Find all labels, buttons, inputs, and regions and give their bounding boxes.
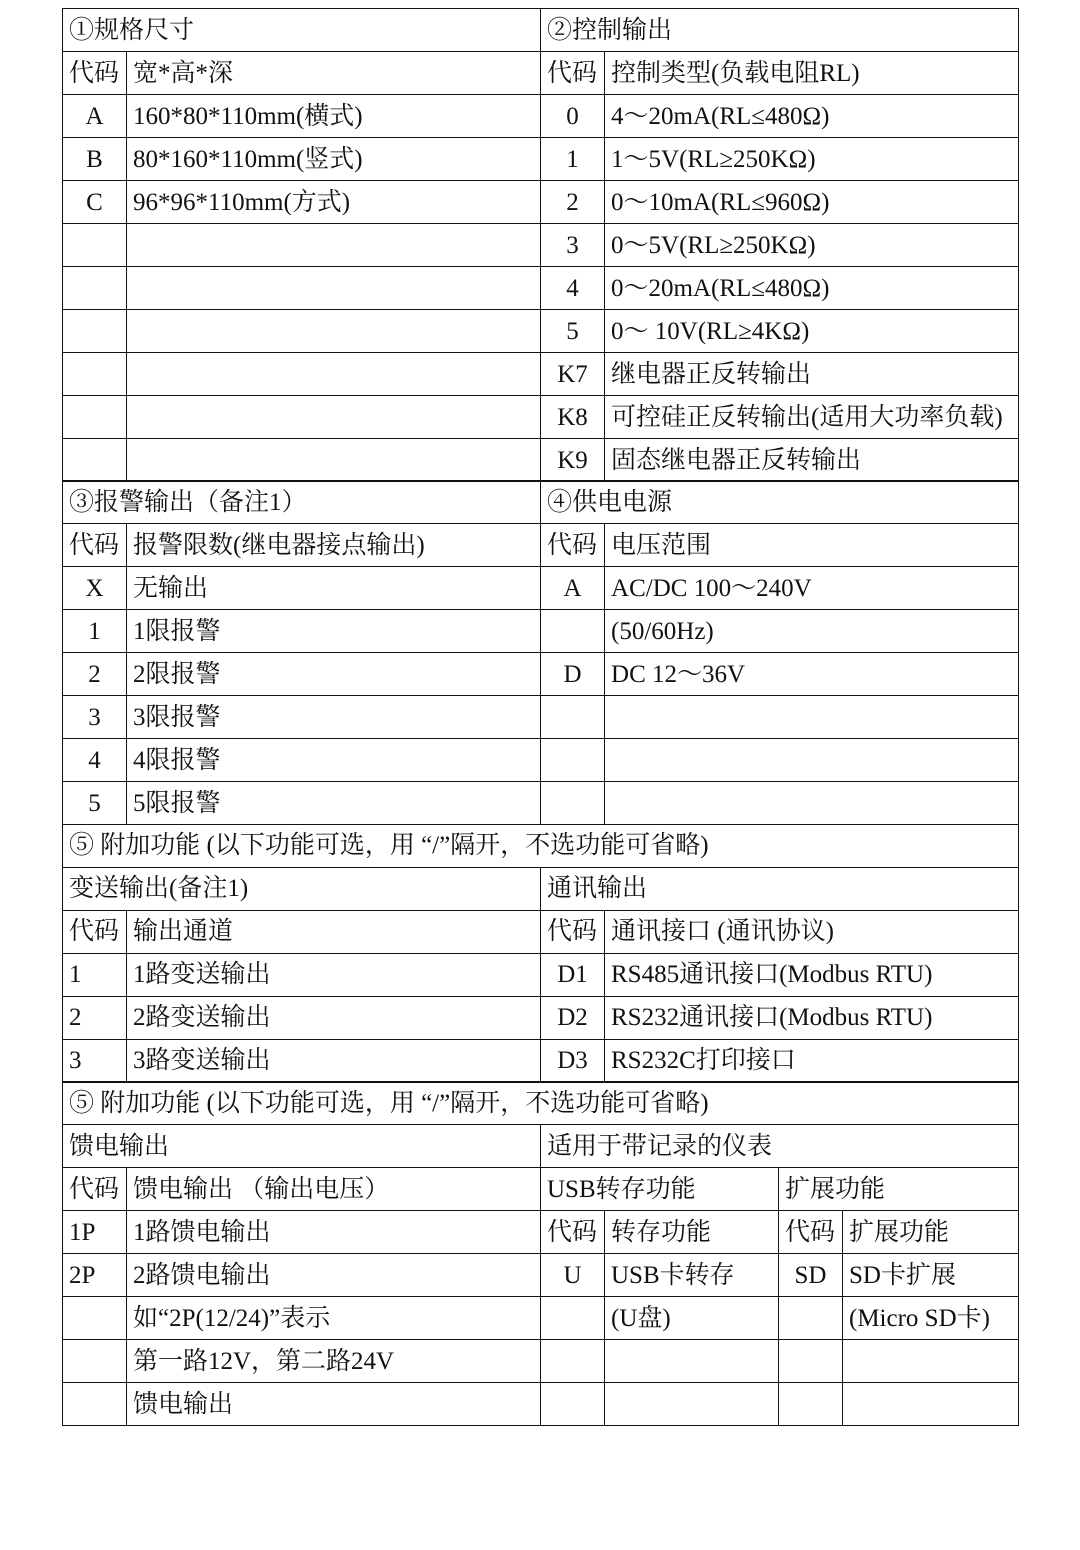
section-5a-right-row-code: D1 (541, 953, 605, 996)
section-1-row-desc: 80*160*110mm(竖式) (127, 138, 541, 181)
table-row (63, 910, 1019, 953)
table-row (63, 653, 1019, 696)
section-3-row-desc: 无输出 (127, 567, 541, 610)
section-2-row-desc: 0～5V(RL≥250KΩ) (605, 224, 1019, 267)
spacer-cell (127, 310, 541, 353)
section-3-col-desc: 报警限数(继电器接点输出) (127, 524, 541, 567)
section-2-row-code: 5 (541, 310, 605, 353)
table-row (63, 396, 1019, 439)
section-2-row-code: 1 (541, 138, 605, 181)
section-1-title: ①规格尺寸 (63, 9, 541, 52)
section-5a-left-row-desc: 3路变送输出 (127, 1039, 541, 1082)
spacer-cell (127, 267, 541, 310)
section-5b-left-row-desc: 1路馈电输出 (127, 1211, 541, 1254)
spacer-cell (541, 1383, 605, 1426)
section-4-row-code (541, 610, 605, 653)
table-row (63, 524, 1019, 567)
section-5b-usb-title: USB转存功能 (541, 1168, 779, 1211)
section-2-row-code: K8 (541, 396, 605, 439)
spacer-cell (63, 267, 127, 310)
section-3-row-desc: 1限报警 (127, 610, 541, 653)
section-5a-right-col-desc: 通讯接口 (通讯协议) (605, 910, 1019, 953)
section-5b-ext-col-code: 代码 (779, 1211, 843, 1254)
section-5b-left-row-code: 2P (63, 1254, 127, 1297)
table-row (63, 1297, 1019, 1340)
section-3-row-desc: 3限报警 (127, 696, 541, 739)
section-5b-left-title: 馈电输出 (63, 1125, 541, 1168)
section-1-row-desc: 96*96*110mm(方式) (127, 181, 541, 224)
section-4-row-code: D (541, 653, 605, 696)
section-5a-right-row-desc: RS232C打印接口 (605, 1039, 1019, 1082)
spacer-cell (779, 1383, 843, 1426)
table-row (63, 996, 1019, 1039)
section-5b-left-col-code: 代码 (63, 1168, 127, 1211)
section-2-row-code: K7 (541, 353, 605, 396)
section-5b-ext-row-line2: (Micro SD卡) (843, 1297, 1019, 1340)
spacer-cell (63, 1340, 127, 1383)
section-3-row-desc: 4限报警 (127, 739, 541, 782)
spacer-cell (63, 310, 127, 353)
table-row (63, 224, 1019, 267)
spacer-cell (843, 1340, 1019, 1383)
section-3-row-code: 2 (63, 653, 127, 696)
section-5b-ext-row-line1: SD卡扩展 (843, 1254, 1019, 1297)
spacer-cell (605, 739, 1019, 782)
section-2-row-desc: 0～10mA(RL≤960Ω) (605, 181, 1019, 224)
section-3-row-desc: 5限报警 (127, 782, 541, 825)
section-5b-left-note-1: 如“2P(12/24)”表示 (127, 1297, 541, 1340)
section-5a-left-row-code: 1 (63, 953, 127, 996)
table-row (63, 867, 1019, 910)
section-2-row-desc: 4～20mA(RL≤480Ω) (605, 95, 1019, 138)
section-5b-ext-col-desc: 扩展功能 (843, 1211, 1019, 1254)
table-row (63, 181, 1019, 224)
section-3-row-code: 4 (63, 739, 127, 782)
section-1-row-code: A (63, 95, 127, 138)
section-1-row-code: B (63, 138, 127, 181)
section-5b-usb-row-line2: (U盘) (605, 1297, 779, 1340)
spacer-cell (63, 1297, 127, 1340)
table-section-5-a (62, 824, 1019, 1083)
spacer-cell (63, 396, 127, 439)
table-row (63, 1039, 1019, 1082)
section-2-row-code: 2 (541, 181, 605, 224)
section-5a-right-col-code: 代码 (541, 910, 605, 953)
table-section-5-b (62, 1081, 1019, 1426)
section-5a-right-title: 通讯输出 (541, 867, 1019, 910)
table-row (63, 1383, 1019, 1426)
section-4-row-desc: (50/60Hz) (605, 610, 1019, 653)
table-row (63, 52, 1019, 95)
section-3-title: ③报警输出（备注1） (63, 481, 541, 524)
section-2-row-desc: 固态继电器正反转输出 (605, 439, 1019, 482)
table-row (63, 1211, 1019, 1254)
section-2-row-code: 0 (541, 95, 605, 138)
table-row (63, 1254, 1019, 1297)
section-4-row-desc: AC/DC 100～240V (605, 567, 1019, 610)
spacer-cell (541, 696, 605, 739)
section-5a-left-row-code: 2 (63, 996, 127, 1039)
section-5b-right-title: 适用于带记录的仪表 (541, 1125, 1019, 1168)
table-row (63, 353, 1019, 396)
spacer-cell (779, 1297, 843, 1340)
section-2-row-desc: 0～ 10V(RL≥4KΩ) (605, 310, 1019, 353)
section-5a-right-row-code: D3 (541, 1039, 605, 1082)
table-row (63, 782, 1019, 825)
spacer-cell (605, 782, 1019, 825)
section-5a-right-row-desc: RS485通讯接口(Modbus RTU) (605, 953, 1019, 996)
spacer-cell (541, 1297, 605, 1340)
section-5b-left-note-2: 第一路12V，第二路24V (127, 1340, 541, 1383)
section-5a-left-col-code: 代码 (63, 910, 127, 953)
table-row (63, 138, 1019, 181)
section-5a-left-row-desc: 1路变送输出 (127, 953, 541, 996)
section-5a-right-row-desc: RS232通讯接口(Modbus RTU) (605, 996, 1019, 1039)
spacer-cell (541, 782, 605, 825)
section-5b-usb-row-line1: USB卡转存 (605, 1254, 779, 1297)
section-4-row-desc: DC 12～36V (605, 653, 1019, 696)
section-2-row-desc: 0～20mA(RL≤480Ω) (605, 267, 1019, 310)
section-5b-ext-row-code: SD (779, 1254, 843, 1297)
spacer-cell (605, 1383, 779, 1426)
section-5a-left-row-code: 3 (63, 1039, 127, 1082)
section-5b-usb-row-code: U (541, 1254, 605, 1297)
table-row (63, 267, 1019, 310)
section-5b-usb-col-desc: 转存功能 (605, 1211, 779, 1254)
section-1-col-desc: 宽*高*深 (127, 52, 541, 95)
spacer-cell (63, 224, 127, 267)
section-5a-banner: ⑤ 附加功能 (以下功能可选，用 “/”隔开，不选功能可省略) (63, 824, 1019, 867)
table-row (63, 9, 1019, 52)
table-row (63, 567, 1019, 610)
section-2-row-code: 3 (541, 224, 605, 267)
spacer-cell (63, 439, 127, 482)
spacer-cell (63, 1383, 127, 1426)
section-5a-left-row-desc: 2路变送输出 (127, 996, 541, 1039)
section-3-row-code: X (63, 567, 127, 610)
table-row (63, 824, 1019, 867)
section-2-row-desc: 可控硅正反转输出(适用大功率负载) (605, 396, 1019, 439)
section-5b-left-note-3: 馈电输出 (127, 1383, 541, 1426)
section-1-row-code: C (63, 181, 127, 224)
section-5b-left-col-desc: 馈电输出 （输出电压） (127, 1168, 541, 1211)
section-5b-left-row-code: 1P (63, 1211, 127, 1254)
section-2-row-desc: 继电器正反转输出 (605, 353, 1019, 396)
section-2-col-desc: 控制类型(负载电阻RL) (605, 52, 1019, 95)
table-row (63, 696, 1019, 739)
table-row (63, 481, 1019, 524)
section-5a-right-row-code: D2 (541, 996, 605, 1039)
spacer-cell (127, 353, 541, 396)
table-row (63, 953, 1019, 996)
section-2-row-code: K9 (541, 439, 605, 482)
section-5b-ext-title: 扩展功能 (779, 1168, 1019, 1211)
section-2-col-code: 代码 (541, 52, 605, 95)
section-3-col-code: 代码 (63, 524, 127, 567)
section-5b-usb-col-code: 代码 (541, 1211, 605, 1254)
section-5b-left-row-desc: 2路馈电输出 (127, 1254, 541, 1297)
spacer-cell (127, 439, 541, 482)
section-3-row-code: 1 (63, 610, 127, 653)
section-3-row-code: 3 (63, 696, 127, 739)
section-5a-left-col-desc: 输出通道 (127, 910, 541, 953)
table-row (63, 1168, 1019, 1211)
table-row (63, 739, 1019, 782)
table-row (63, 610, 1019, 653)
section-4-row-code: A (541, 567, 605, 610)
table-row (63, 1340, 1019, 1383)
table-section-1-2 (62, 8, 1019, 482)
section-1-col-code: 代码 (63, 52, 127, 95)
table-row (63, 439, 1019, 482)
section-2-title: ②控制输出 (541, 9, 1019, 52)
table-row (63, 310, 1019, 353)
spacer-cell (605, 1340, 779, 1383)
section-2-row-desc: 1～5V(RL≥250KΩ) (605, 138, 1019, 181)
section-3-row-code: 5 (63, 782, 127, 825)
table-row (63, 1082, 1019, 1125)
spacer-cell (843, 1383, 1019, 1426)
spacer-cell (779, 1340, 843, 1383)
section-4-col-code: 代码 (541, 524, 605, 567)
section-5a-left-title: 变送输出(备注1) (63, 867, 541, 910)
section-2-row-code: 4 (541, 267, 605, 310)
section-1-row-desc: 160*80*110mm(横式) (127, 95, 541, 138)
spacer-cell (127, 396, 541, 439)
section-4-col-desc: 电压范围 (605, 524, 1019, 567)
spacer-cell (127, 224, 541, 267)
table-section-3-4 (62, 480, 1019, 825)
section-3-row-desc: 2限报警 (127, 653, 541, 696)
spacer-cell (541, 739, 605, 782)
spacer-cell (541, 1340, 605, 1383)
table-row (63, 1125, 1019, 1168)
spacer-cell (63, 353, 127, 396)
section-4-title: ④供电电源 (541, 481, 1019, 524)
table-row (63, 95, 1019, 138)
spacer-cell (605, 696, 1019, 739)
section-5b-banner: ⑤ 附加功能 (以下功能可选，用 “/”隔开，不选功能可省略) (63, 1082, 1019, 1125)
